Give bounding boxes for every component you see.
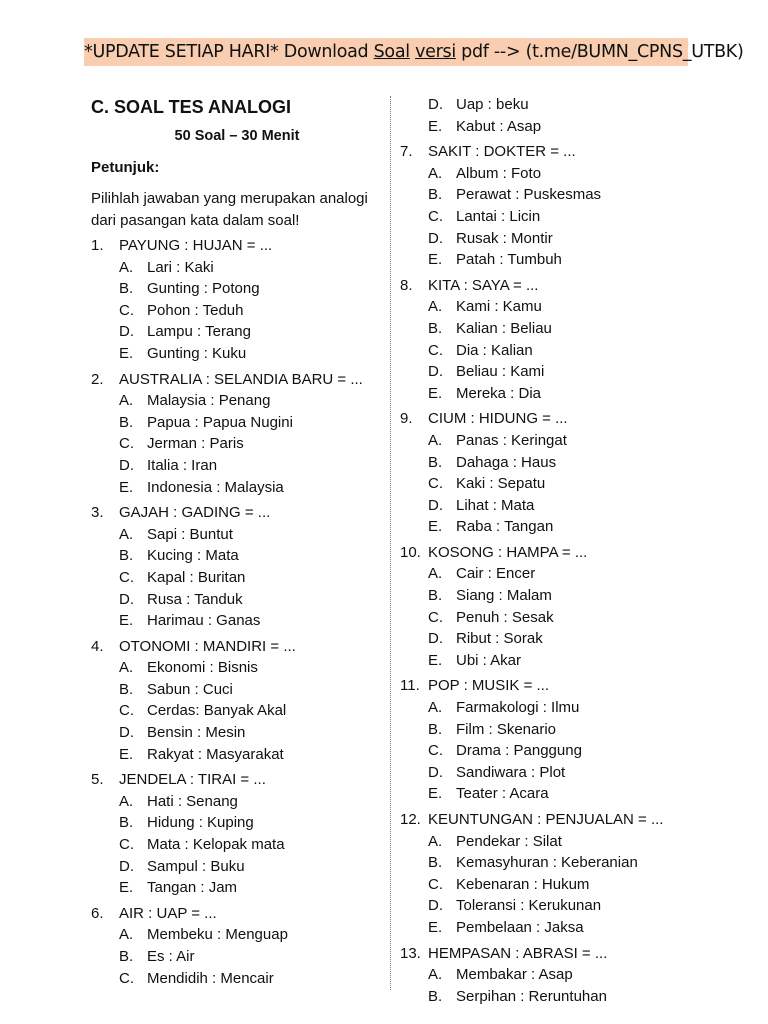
option-text: Farmakologi : Ilmu (456, 699, 580, 717)
option-text: Tangan : Jam (147, 879, 238, 897)
option-letter: D. (428, 363, 443, 381)
answer-option (400, 296, 690, 318)
option-letter: C. (119, 568, 134, 586)
option-letter: C. (119, 702, 134, 720)
answer-option (400, 585, 690, 607)
option-text: Kapal : Buritan (147, 568, 246, 586)
question-number: 5. (91, 771, 104, 789)
answer-option (400, 874, 690, 896)
option-text: Mendidih : Mencair (147, 969, 274, 987)
option-text: Ubi : Akar (456, 651, 522, 669)
option-text: Kami : Kamu (456, 298, 542, 316)
option-text: Pohon : Teduh (147, 301, 244, 319)
option-text: Bensin : Mesin (147, 724, 246, 742)
test-subtitle: 50 Soal – 30 Menit (174, 128, 300, 144)
option-letter: D. (119, 456, 134, 474)
answer-option (91, 257, 383, 279)
question-stem (91, 502, 383, 524)
answer-option (91, 300, 383, 322)
answer-option (400, 964, 690, 986)
question-number: 1. (91, 237, 104, 254)
option-text: Membakar : Asap (456, 966, 573, 984)
option-letter: A. (119, 392, 134, 410)
option-letter: E. (428, 518, 443, 536)
answer-option (400, 831, 690, 853)
option-text: Ribut : Sorak (456, 630, 543, 648)
option-text: Kemasyhuran : Keberanian (456, 854, 638, 872)
option-letter: A. (119, 258, 134, 276)
option-text: Uap : beku (456, 96, 529, 113)
option-text: Lihat : Mata (456, 496, 535, 514)
answer-option (400, 516, 690, 538)
answer-option (91, 700, 383, 722)
option-text: Album : Foto (456, 164, 542, 182)
option-letter: E. (119, 879, 134, 897)
option-letter: C. (119, 836, 134, 854)
instruction-label: Petunjuk: (91, 159, 160, 176)
option-letter: C. (428, 608, 443, 626)
question-number: 7. (400, 143, 413, 161)
question-item (91, 903, 383, 989)
option-text: Sandiwara : Plot (456, 763, 566, 781)
question-text: HEMPASAN : ABRASI = ... (428, 944, 608, 962)
answer-option (400, 495, 690, 517)
question-text: SAKIT : DOKTER = ... (428, 143, 576, 161)
option-letter: B. (428, 453, 443, 471)
answer-option (400, 430, 690, 452)
option-letter: C. (119, 969, 134, 987)
option-letter: A. (119, 792, 134, 810)
option-text: Kabut : Asap (456, 117, 542, 135)
right-question-list (400, 141, 690, 1007)
question-number: 6. (91, 904, 104, 922)
answer-option (91, 679, 383, 701)
option-letter: B. (119, 547, 134, 565)
option-text: Ekonomi : Bisnis (147, 659, 258, 677)
option-text: Beliau : Kami (456, 363, 545, 381)
question-number: 3. (91, 504, 104, 522)
option-text: Membeku : Menguap (147, 926, 288, 944)
question-text: AIR : UAP = ... (119, 904, 217, 922)
option-text: Indonesia : Malaysia (147, 478, 284, 496)
question-text: KOSONG : HAMPA = ... (428, 543, 588, 561)
option-text: Jerman : Paris (147, 435, 244, 453)
option-text: Pendekar : Silat (456, 832, 562, 850)
question-item (91, 369, 383, 499)
question-item (400, 542, 690, 672)
question-stem (400, 809, 690, 831)
option-letter: D. (119, 724, 134, 742)
option-letter: A. (428, 966, 443, 984)
answer-option (91, 722, 383, 744)
question-stem (91, 369, 383, 391)
option-letter: E. (428, 651, 443, 669)
option-text: Mata : Kelopak mata (147, 836, 285, 854)
answer-option (91, 524, 383, 546)
option-text: Italia : Iran (147, 456, 218, 474)
answer-option (91, 545, 383, 567)
answer-option (400, 650, 690, 672)
option-letter: A. (428, 699, 443, 717)
option-letter: B. (428, 987, 443, 1005)
section-title: C. SOAL TES ANALOGI (91, 97, 292, 117)
answer-option (91, 278, 383, 300)
question-text: KEUNTUNGAN : PENJUALAN = ... (428, 811, 664, 828)
option-text: Rakyat : Masyarakat (147, 745, 284, 763)
option-text: Film : Skenario (456, 720, 557, 738)
option-letter: E. (428, 251, 443, 269)
option-letter: D. (428, 496, 443, 514)
question-stem (400, 675, 690, 697)
question-number: 10. (400, 543, 421, 561)
option-text: Mereka : Dia (456, 384, 542, 402)
question-text: KITA : SAYA = ... (428, 276, 539, 294)
option-text: Es : Air (147, 948, 195, 965)
answer-option (91, 455, 383, 477)
option-text: Serpihan : Reruntuhan (456, 987, 607, 1005)
banner-link-versi[interactable]: versi (415, 42, 456, 62)
question-text: GAJAH : GADING = ... (119, 504, 271, 522)
banner-link-soal[interactable]: Soal (373, 42, 410, 62)
question-number: 8. (400, 276, 413, 294)
answer-option (400, 607, 690, 629)
option-text: Toleransi : Kerukunan (456, 897, 602, 915)
option-text: Raba : Tangan (456, 518, 554, 536)
option-letter: A. (428, 431, 443, 449)
answer-option (400, 917, 690, 939)
option-letter: A. (119, 525, 134, 543)
question-stem (91, 235, 383, 257)
answer-option (91, 856, 383, 878)
option-letter: D. (119, 590, 134, 608)
option-text: Lari : Kaki (147, 258, 214, 276)
question-item (400, 275, 690, 405)
question-number: 2. (91, 370, 104, 388)
option-letter: A. (428, 832, 443, 850)
answer-option (400, 163, 690, 185)
instruction-text: Pilihlah jawaban yang merupakan analogi dari pasangan kata dalam soal! (91, 190, 368, 229)
option-letter: E. (119, 478, 134, 496)
answer-option (91, 946, 383, 968)
question-text: POP : MUSIK = ... (428, 677, 550, 695)
option-letter: E. (119, 745, 134, 763)
banner-prefix: *UPDATE SETIAP HARI* Download (84, 42, 374, 62)
question-stem (400, 275, 690, 297)
option-text: Kalian : Beliau (456, 319, 552, 337)
question-number: 4. (91, 637, 104, 655)
answer-option (91, 744, 383, 766)
answer-option (400, 361, 690, 383)
option-text: Sabun : Cuci (147, 680, 233, 698)
option-text: Panas : Keringat (456, 431, 567, 449)
option-text: Rusak : Montir (456, 229, 553, 247)
option-text: Kucing : Mata (147, 547, 239, 565)
option-letter: C. (428, 341, 443, 359)
answer-option (91, 412, 383, 434)
option-letter: E. (428, 918, 443, 936)
answer-option (400, 628, 690, 650)
option-text: Teater : Acara (456, 785, 549, 803)
answer-option (400, 563, 690, 585)
option-letter: B. (119, 814, 134, 832)
option-text: Drama : Panggung (456, 742, 582, 760)
option-text: Patah : Tumbuh (456, 251, 562, 269)
option-letter: B. (428, 854, 443, 872)
option-letter: A. (428, 164, 443, 182)
answer-option (400, 783, 690, 805)
answer-option (400, 452, 690, 474)
option-letter: D. (428, 96, 443, 113)
right-column (400, 94, 690, 1007)
option-text: Gunting : Kuku (147, 344, 247, 362)
option-text: Pembelaan : Jaksa (456, 918, 584, 936)
answer-option (91, 877, 383, 899)
option-text: Hati : Senang (147, 792, 238, 810)
answer-option (400, 318, 690, 340)
question-number: 11. (400, 677, 420, 695)
question-item (400, 943, 690, 1008)
answer-option (400, 116, 690, 138)
answer-option (400, 184, 690, 206)
option-letter: E. (119, 612, 134, 630)
left-question-list (91, 235, 383, 989)
option-letter: B. (428, 720, 443, 738)
answer-option (91, 791, 383, 813)
option-letter: E. (428, 785, 443, 803)
question-number: 12. (400, 811, 421, 828)
option-letter: D. (428, 229, 443, 247)
answer-option (91, 610, 383, 632)
question-text: PAYUNG : HUJAN = ... (119, 237, 273, 254)
option-letter: A. (119, 659, 134, 677)
answer-option (400, 206, 690, 228)
question-stem (400, 542, 690, 564)
question-stem (400, 943, 690, 965)
option-letter: A. (428, 565, 443, 583)
answer-option (400, 228, 690, 250)
question-item (400, 408, 690, 538)
answer-option (400, 340, 690, 362)
promo-banner (84, 38, 744, 66)
option-text: Malaysia : Penang (147, 392, 271, 410)
option-text: Sampul : Buku (147, 857, 245, 875)
question-stem (91, 903, 383, 925)
answer-option (91, 477, 383, 499)
option-letter: C. (428, 207, 443, 225)
option-text: Dia : Kalian (456, 341, 533, 359)
answer-option (91, 343, 383, 365)
answer-option (400, 94, 690, 116)
answer-option (91, 657, 383, 679)
question-text: JENDELA : TIRAI = ... (119, 771, 266, 789)
question-text: AUSTRALIA : SELANDIA BARU = ... (119, 370, 363, 388)
option-letter: A. (428, 298, 443, 316)
option-text: Dahaga : Haus (456, 453, 557, 471)
option-letter: B. (428, 186, 443, 204)
answer-option (91, 968, 383, 990)
option-text: Kebenaran : Hukum (456, 875, 590, 893)
question-item (91, 235, 383, 365)
answer-option (91, 589, 383, 611)
option-letter: B. (428, 319, 443, 337)
option-text: Gunting : Potong (147, 280, 260, 298)
option-text: Cerdas: Banyak Akal (147, 702, 287, 720)
option-letter: E. (428, 384, 443, 402)
answer-option (400, 895, 690, 917)
banner-suffix: pdf --> (t.me/BUMN_CPNS_UTBK) (455, 42, 744, 62)
option-letter: E. (428, 117, 443, 135)
option-text: Kaki : Sepatu (456, 475, 546, 493)
option-text: Siang : Malam (456, 587, 552, 605)
option-letter: C. (428, 742, 443, 760)
option-letter: D. (428, 897, 443, 915)
option-letter: D. (428, 763, 443, 781)
option-text: Perawat : Puskesmas (456, 186, 602, 204)
answer-option (400, 473, 690, 495)
answer-option (400, 762, 690, 784)
question-item (91, 769, 383, 899)
answer-option (91, 812, 383, 834)
answer-option (400, 249, 690, 271)
answer-option (91, 834, 383, 856)
option-text: Rusa : Tanduk (147, 590, 243, 608)
question-item (400, 675, 690, 805)
option-text: Sapi : Buntut (147, 525, 233, 543)
answer-option (91, 924, 383, 946)
option-letter: B. (119, 948, 134, 965)
option-text: Hidung : Kuping (147, 814, 254, 832)
answer-option (91, 390, 383, 412)
option-letter: B. (428, 587, 443, 605)
answer-option (400, 383, 690, 405)
left-column (91, 92, 383, 989)
option-letter: D. (119, 323, 134, 341)
question-number: 9. (400, 410, 413, 428)
question-stem (400, 408, 690, 430)
question-text: OTONOMI : MANDIRI = ... (119, 637, 296, 655)
option-text: Harimau : Ganas (147, 612, 261, 630)
option-letter: D. (119, 857, 134, 875)
answer-option (400, 719, 690, 741)
option-text: Lampu : Terang (147, 323, 251, 341)
answer-option (91, 567, 383, 589)
option-letter: C. (119, 301, 134, 319)
answer-option (400, 986, 690, 1008)
answer-option (400, 852, 690, 874)
column-divider (390, 96, 391, 990)
question-stem (91, 636, 383, 658)
question-text: CIUM : HIDUNG = ... (428, 410, 568, 428)
option-text: Cair : Encer (456, 565, 536, 583)
answer-option (91, 433, 383, 455)
option-text: Lantai : Licin (456, 207, 541, 225)
option-letter: C. (428, 875, 443, 893)
option-letter: A. (119, 926, 134, 944)
question-item (91, 636, 383, 766)
continued-options (400, 94, 690, 137)
answer-option (91, 321, 383, 343)
option-letter: E. (119, 344, 134, 362)
question-stem (400, 141, 690, 163)
question-item (400, 141, 690, 271)
option-letter: C. (119, 435, 134, 453)
question-item (91, 502, 383, 632)
question-item (400, 809, 690, 939)
answer-option (400, 740, 690, 762)
option-letter: B. (119, 280, 134, 298)
option-letter: D. (428, 630, 443, 648)
option-text: Penuh : Sesak (456, 608, 554, 626)
question-number: 13. (400, 944, 421, 962)
option-text: Papua : Papua Nugini (147, 413, 293, 431)
option-letter: C. (428, 475, 443, 493)
option-letter: B. (119, 680, 134, 698)
option-letter: B. (119, 413, 134, 431)
answer-option (400, 697, 690, 719)
question-stem (91, 769, 383, 791)
